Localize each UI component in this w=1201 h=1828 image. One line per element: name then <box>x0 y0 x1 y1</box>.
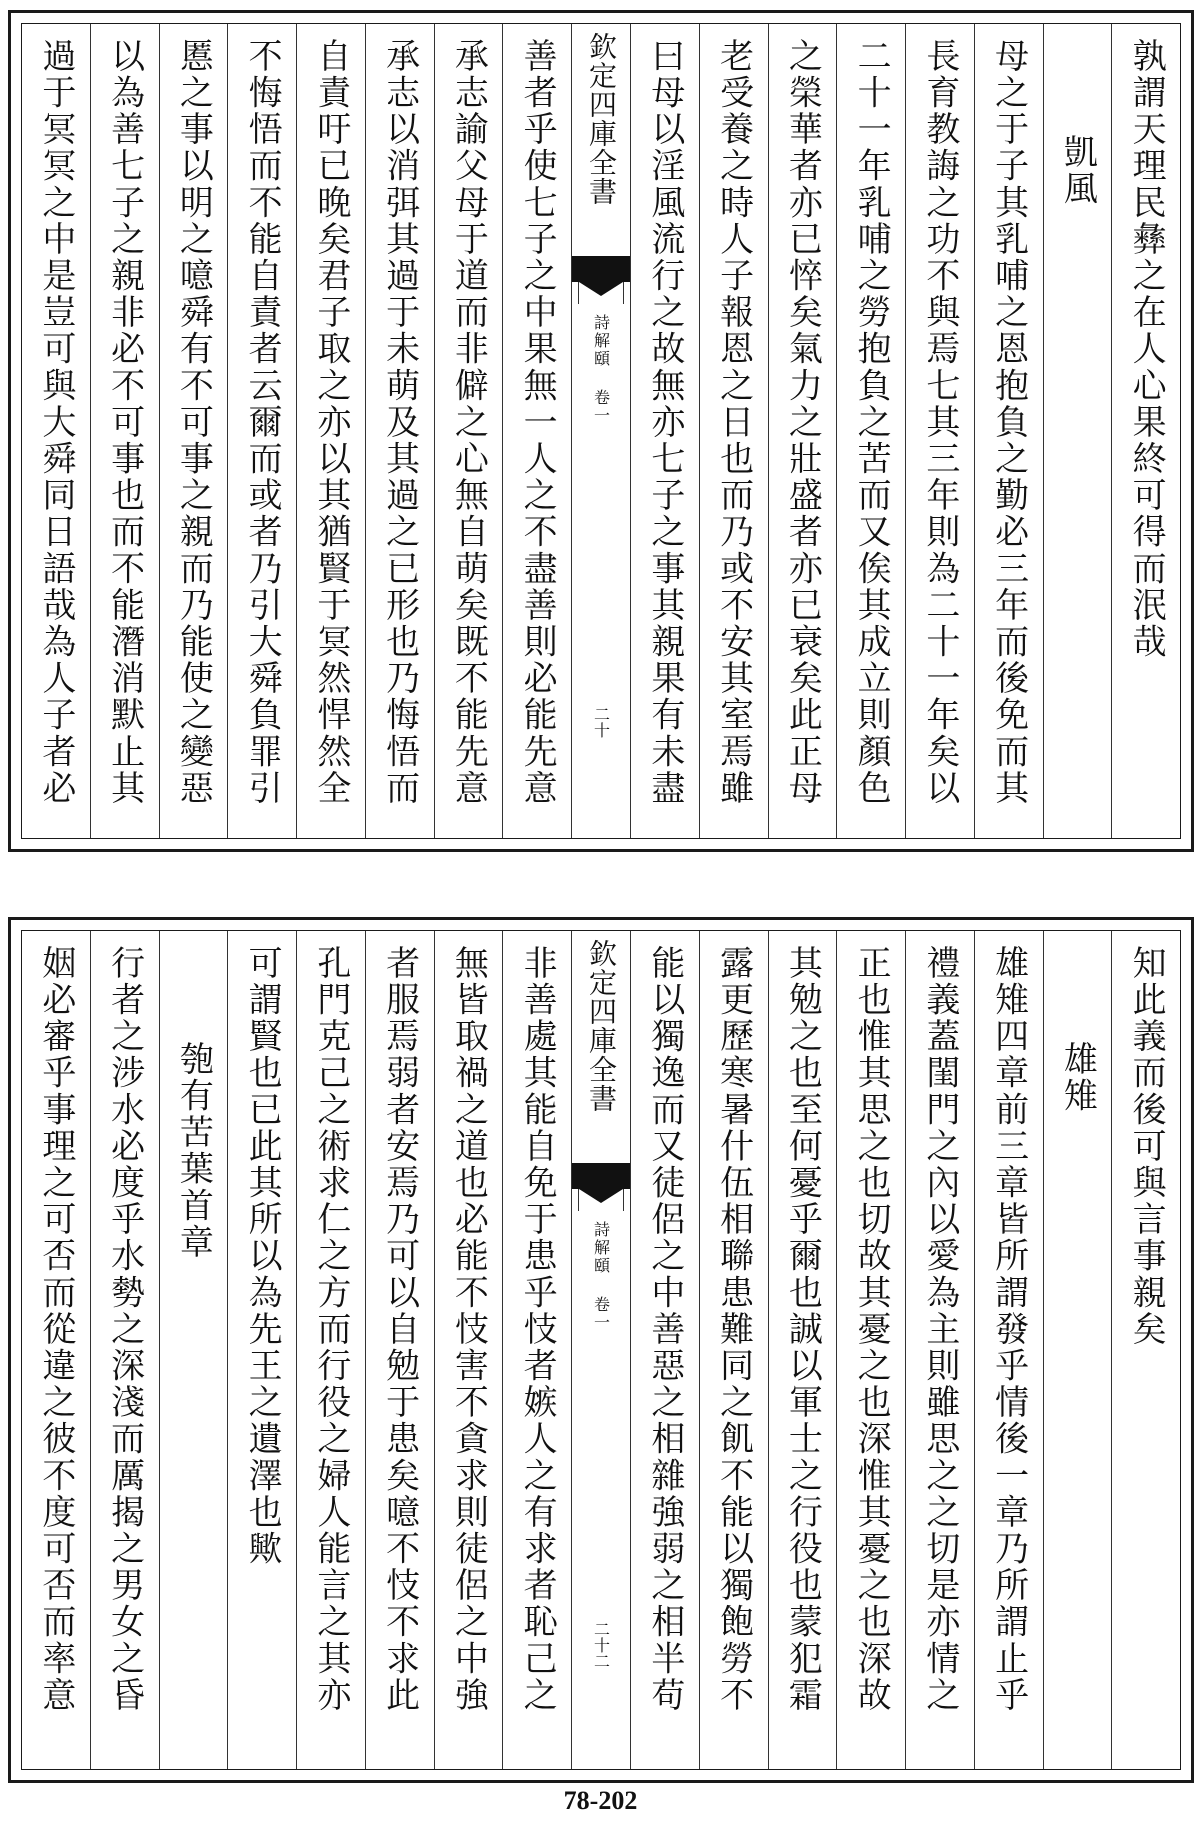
column-text: 其勉之也至何憂乎爾也誠以軍士之行役也蒙犯霜 <box>782 945 823 1714</box>
text-column <box>905 24 974 838</box>
top-page-text-block <box>21 23 1181 839</box>
book-title: 欽定四庫全書 <box>585 939 618 1113</box>
center-fold-column <box>571 931 630 1769</box>
column-text: 不悔悟而不能自責者云爾而或者乃引大舜負罪引 <box>242 38 283 807</box>
section-heading: 匏有苦葉首章 <box>173 1041 214 1261</box>
column-text: 二十一年乳哺之勞抱負之苦而又俟其成立則顏色 <box>851 38 892 807</box>
folio-number: 二十二 <box>591 1621 611 1669</box>
text-column <box>296 24 365 838</box>
text-column <box>699 931 768 1769</box>
text-column <box>630 931 699 1769</box>
text-column <box>1111 931 1180 1769</box>
section-heading: 雄雉 <box>1057 1041 1098 1115</box>
column-text: 姻必審乎事理之可否而從違之彼不度可否而率意 <box>35 945 76 1714</box>
column-text: 正也惟其思之也切故其憂之也深惟其憂之也深故 <box>851 945 892 1714</box>
folio-number: 二十 <box>591 706 611 738</box>
text-column <box>227 931 296 1769</box>
column-text: 可謂賢也已此其所以為先王之遺澤也歟 <box>242 945 283 1568</box>
section-heading: 凱風 <box>1057 134 1098 208</box>
column-text: 雄雉四章前三章皆所謂發乎情後一章乃所謂止乎 <box>988 945 1029 1714</box>
volume-label: 詩解頤 卷一 <box>591 1221 611 1332</box>
column-text: 承志諭父母于道而非僻之心無自萌矣既不能先意 <box>448 38 489 807</box>
text-column <box>974 24 1043 838</box>
text-column <box>502 931 571 1769</box>
fishtail-band <box>572 1163 630 1189</box>
text-column <box>905 931 974 1769</box>
column-text: 孰謂天理民彝之在人心果終可得而泯哉 <box>1126 38 1167 661</box>
volume-label: 詩解頤 卷一 <box>591 314 611 425</box>
heading-column <box>1043 24 1112 838</box>
text-column <box>974 931 1043 1769</box>
text-column <box>434 931 503 1769</box>
column-text: 善者乎使七子之中果無一人之不盡善則必能先意 <box>517 38 558 807</box>
column-text: 孔門克己之術求仁之方而行役之婦人能言之其亦 <box>310 945 351 1714</box>
column-text: 自責吁已晚矣君子取之亦以其猶賢于冥然悍然全 <box>310 38 351 807</box>
page-number: 78-202 <box>563 1786 638 1815</box>
column-text: 禮義蓋閨門之內以愛為主則雖思之之切是亦情之 <box>919 945 960 1714</box>
fishtail-mark <box>578 282 624 304</box>
column-text: 能以獨逸而又徒侶之中善惡之相雜強弱之相半苟 <box>644 945 685 1714</box>
text-column <box>1111 24 1180 838</box>
bottom-page-frame <box>8 917 1194 1783</box>
text-column <box>434 24 503 838</box>
text-column <box>836 931 905 1769</box>
text-column <box>159 24 228 838</box>
text-column <box>365 24 434 838</box>
column-text: 知此義而後可與言事親矣 <box>1126 945 1167 1348</box>
column-text: 之榮華者亦已悴矣氣力之壯盛者亦已衰矣此正母 <box>782 38 823 807</box>
text-column <box>630 24 699 838</box>
column-text: 以為善七子之親非必不可事也而不能潛消默止其 <box>104 38 145 807</box>
heading-column <box>1043 931 1112 1769</box>
text-column <box>699 24 768 838</box>
bottom-page-text-block <box>21 930 1181 1770</box>
bottom-page-columns <box>22 931 1180 1769</box>
text-column <box>365 931 434 1769</box>
text-column <box>768 931 837 1769</box>
column-text: 非善處其能自免于患乎忮者嫉人之有求者恥己之 <box>517 945 558 1714</box>
text-column <box>22 24 90 838</box>
text-column <box>768 24 837 838</box>
top-page-frame <box>8 10 1194 852</box>
top-page-columns <box>22 24 1180 838</box>
column-text: 慝之事以明之噫舜有不可事之親而乃能使之變惡 <box>173 38 214 807</box>
column-text: 曰母以淫風流行之故無亦七子之事其親果有未盡 <box>644 38 685 807</box>
heading-column <box>159 931 228 1769</box>
book-title: 欽定四庫全書 <box>585 32 618 206</box>
column-text: 者服焉弱者安焉乃可以自勉于患矣噫不忮不求此 <box>379 945 420 1714</box>
column-text: 行者之涉水必度乎水勢之深淺而厲揭之男女之昏 <box>104 945 145 1714</box>
text-column <box>90 24 159 838</box>
column-text: 過于冥冥之中是豈可與大舜同日語哉為人子者必 <box>35 38 76 807</box>
text-column <box>836 24 905 838</box>
fishtail-band <box>572 256 630 282</box>
text-column <box>296 931 365 1769</box>
column-text: 無皆取禍之道也必能不忮害不貪求則徒侶之中強 <box>448 945 489 1714</box>
text-column <box>502 24 571 838</box>
column-text: 長育教誨之功不與焉七其三年則為二十一年矣以 <box>919 38 960 807</box>
fishtail-mark <box>578 1189 624 1211</box>
column-text: 承志以消弭其過于未萌及其過之已形也乃悔悟而 <box>379 38 420 807</box>
center-fold-column <box>571 24 630 838</box>
column-text: 露更歷寒暑什伍相聯患難同之飢不能以獨飽勞不 <box>713 945 754 1714</box>
text-column <box>227 24 296 838</box>
column-text: 母之于子其乳哺之恩抱負之勤必三年而後免而其 <box>988 38 1029 807</box>
text-column <box>22 931 90 1769</box>
text-column <box>90 931 159 1769</box>
column-text: 老受養之時人子報恩之日也而乃或不安其室焉雖 <box>713 38 754 807</box>
